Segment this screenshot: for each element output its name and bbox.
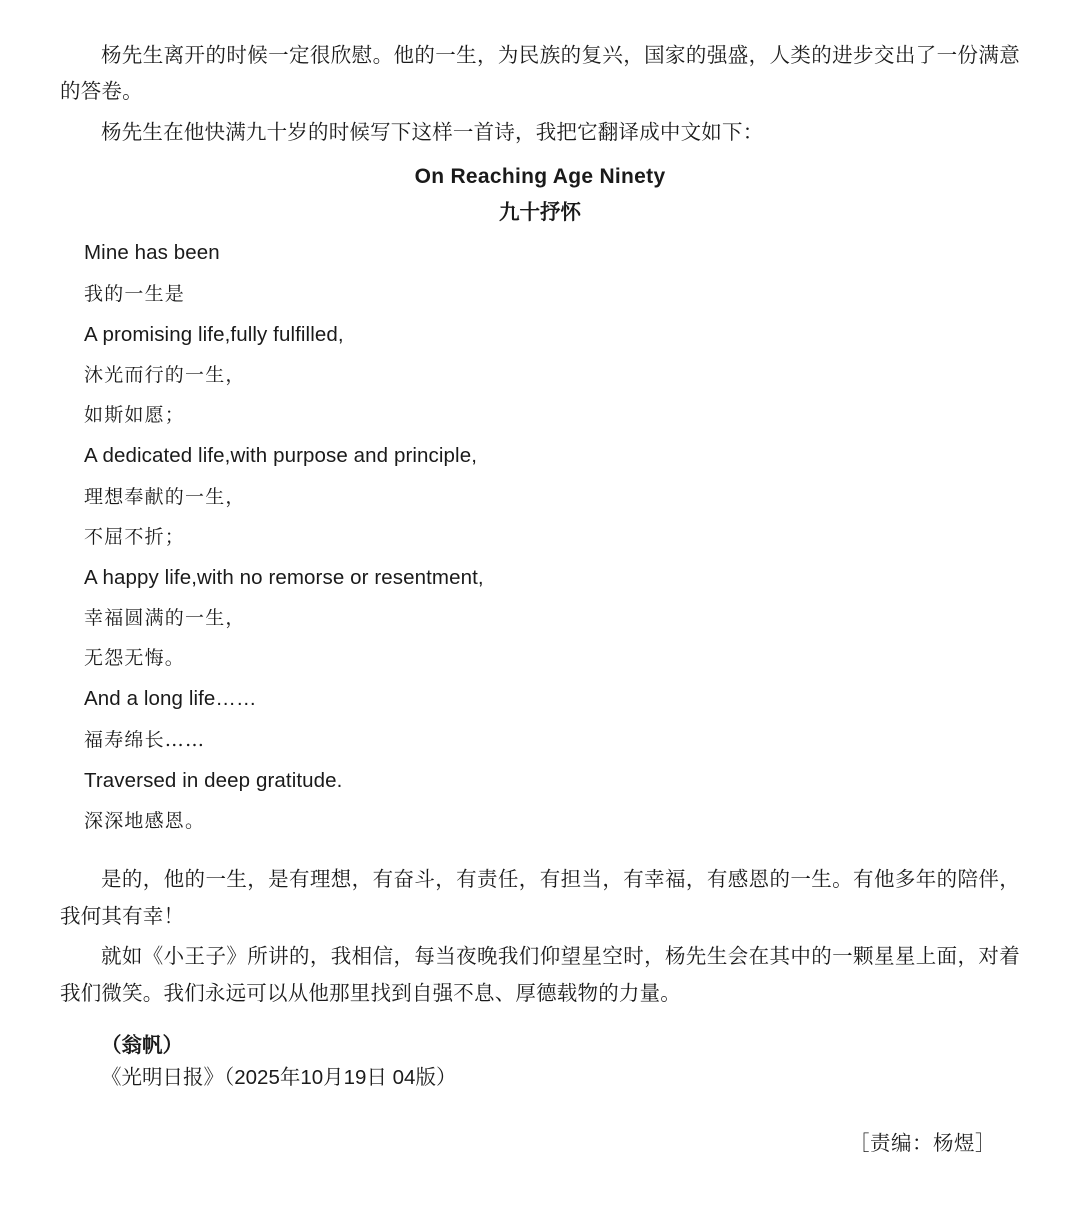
responsible-editor: ［责编：杨煜］: [849, 1132, 996, 1156]
poem-line: Mine has been: [84, 241, 220, 265]
poem-title-english: On Reaching Age Ninety: [414, 165, 666, 189]
poem-line: A dedicated life,with purpose and principle,: [84, 444, 478, 468]
paragraph-closing-2: 就如《小王子》所讲的，我相信，每当夜晚我们仰望星空时，杨先生会在其中的一颗星星上面，对着我们微笑。我们永远可以从他那里找到自强不息、厚德载物的力量。: [60, 945, 1020, 1005]
paragraph-intro-1: 杨先生离开的时候一定很欣慰。他的一生，为民族的复兴，国家的强盛，人类的进步交出了一份满意的答卷。: [60, 44, 1020, 104]
poem-body: [60, 243, 1020, 852]
poem-line: And a long life……: [84, 687, 257, 711]
poem-line: Traversed in deep gratitude.: [84, 768, 343, 792]
paragraph-intro-2: 杨先生在他快满九十岁的时候写下这样一首诗，我把它翻译成中文如下：: [101, 120, 764, 144]
poem-line: A happy life,with no remorse or resentment,: [84, 565, 484, 589]
publication-source: 《光明日报》（2025年10月19日 04版）: [101, 1066, 457, 1090]
poem-line: 沐光而行的一生，: [84, 364, 246, 387]
poem-line: 不屈不折；: [84, 525, 186, 548]
poem-line: 无怨无悔。: [84, 647, 186, 670]
poem-line: 深深地感恩。: [84, 810, 206, 833]
poem-title-chinese: 九十抒怀: [499, 200, 581, 225]
author-signature: （翁帆）: [101, 1034, 183, 1058]
poem-line: 如斯如愿；: [84, 404, 186, 427]
poem-line: 福寿绵长……: [84, 728, 206, 751]
poem-line: 幸福圆满的一生，: [84, 607, 246, 630]
paragraph-closing-1: 是的，他的一生，是有理想，有奋斗，有责任，有担当，有幸福，有感恩的一生。有他多年的陪伴，我何其有幸！: [60, 868, 1020, 928]
top-spacer: [60, 30, 1020, 38]
poem-line: 理想奉献的一生，: [84, 485, 246, 508]
poem-line: A promising life,fully fulfilled,: [84, 322, 344, 346]
poem-line: 我的一生是: [84, 282, 186, 305]
